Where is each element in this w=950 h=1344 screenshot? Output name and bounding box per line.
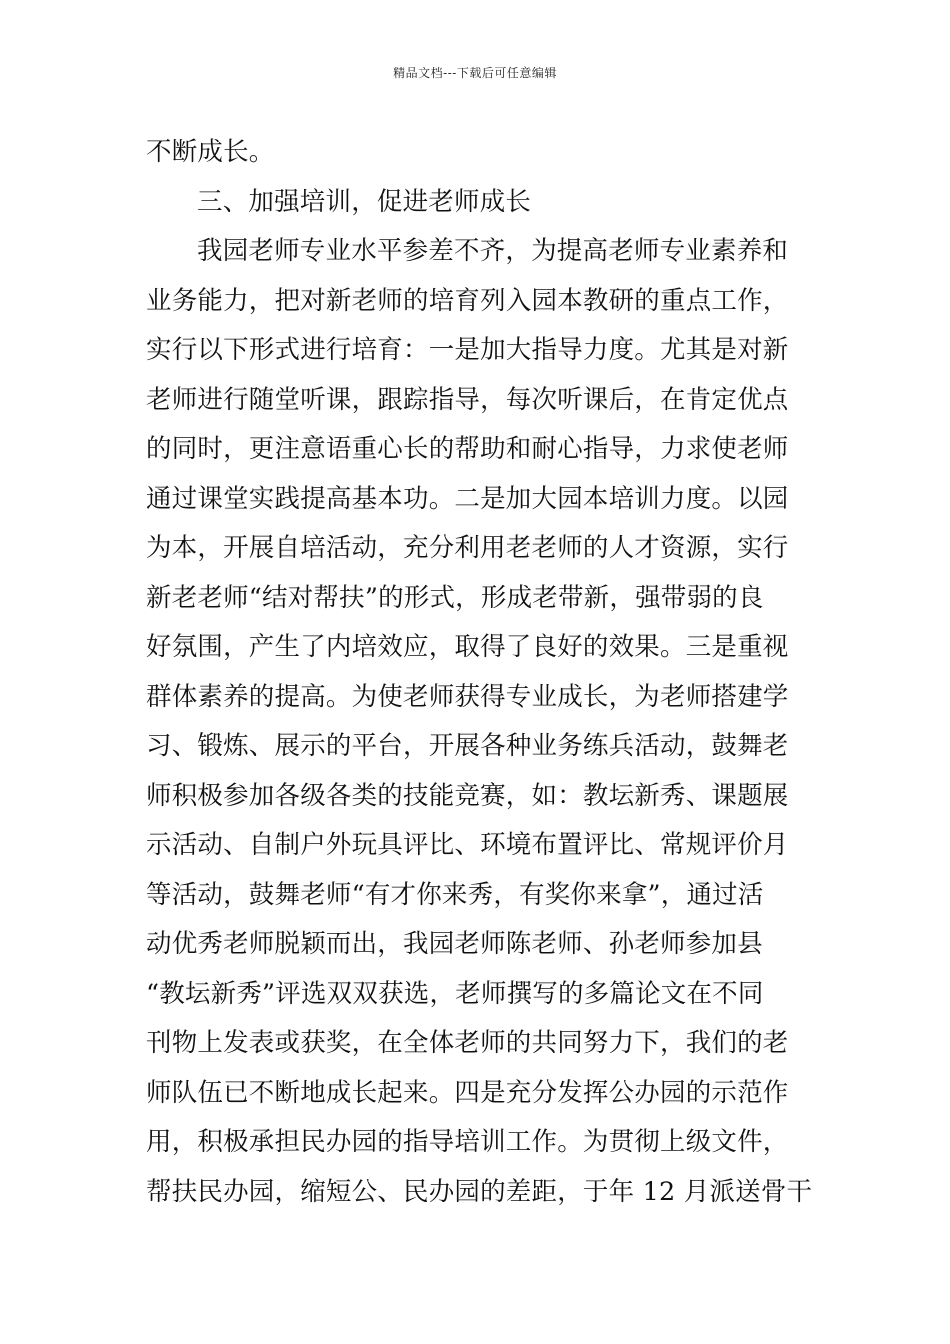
text-line: 用，积极承担民办园的指导培训工作。为贯彻上级文件， [146,1127,789,1157]
text-line: “教坛新秀”评选双双获选，老师撰写的多篇论文在不同 [146,978,764,1009]
text-line: 实行以下形式进行培育：一是加大指导力度。尤其是对新 [146,335,789,365]
body-text [146,128,813,1217]
page-header: 精品文档---下载后可任意编辑 [393,66,557,80]
text-line: 为本，开展自培活动，充分利用老老师的人才资源，实行 [146,533,789,563]
section-heading: 三、加强培训，促进老师成长 [197,186,532,217]
text-line: 习、锻炼、展示的平台，开展各种业务练兵活动，鼓舞老 [146,731,789,761]
text-line: 不断成长。 [146,137,275,167]
text-line: 老师进行随堂听课，跟踪指导，每次听课后，在肯定优点 [146,384,789,415]
text-line: 刊物上发表或获奖，在全体老师的共同努力下，我们的老 [146,1028,789,1058]
text-line: 群体素养的提高。为使老师获得专业成长，为老师搭建学 [146,681,789,712]
text-line: 新老老师“结对帮扶”的形式，形成老带新，强带弱的良 [146,582,764,613]
text-line: 好氛围，产生了内培效应，取得了良好的效果。三是重视 [146,632,789,662]
text-line: 业务能力，把对新老师的培育列入园本教研的重点工作， [146,285,789,316]
text-line: 的同时，更注意语重心长的帮助和耐心指导，力求使老师 [146,434,789,464]
text-line: 师积极参加各级各类的技能竞赛，如：教坛新秀、课题展 [146,780,789,811]
text-line: 动优秀老师脱颖而出，我园老师陈老师、孙老师参加县 [146,929,763,959]
text-line: 帮扶民办园，缩短公、民办园的差距，于年 12 月派送骨干 [146,1176,813,1207]
paragraph-first-line: 我园老师专业水平参差不齐，为提高老师专业素养和 [197,236,789,266]
text-line: 师队伍已不断地成长起来。四是充分发挥公办园的示范作 [146,1077,789,1108]
text-line: 等活动，鼓舞老师“有才你来秀，有奖你来拿”，通过活 [146,879,764,910]
text-line: 通过课堂实践提高基本功。二是加大园本培训力度。以园 [146,483,789,514]
text-line: 示活动、自制户外玩具评比、环境布置评比、常规评价月 [146,830,789,860]
